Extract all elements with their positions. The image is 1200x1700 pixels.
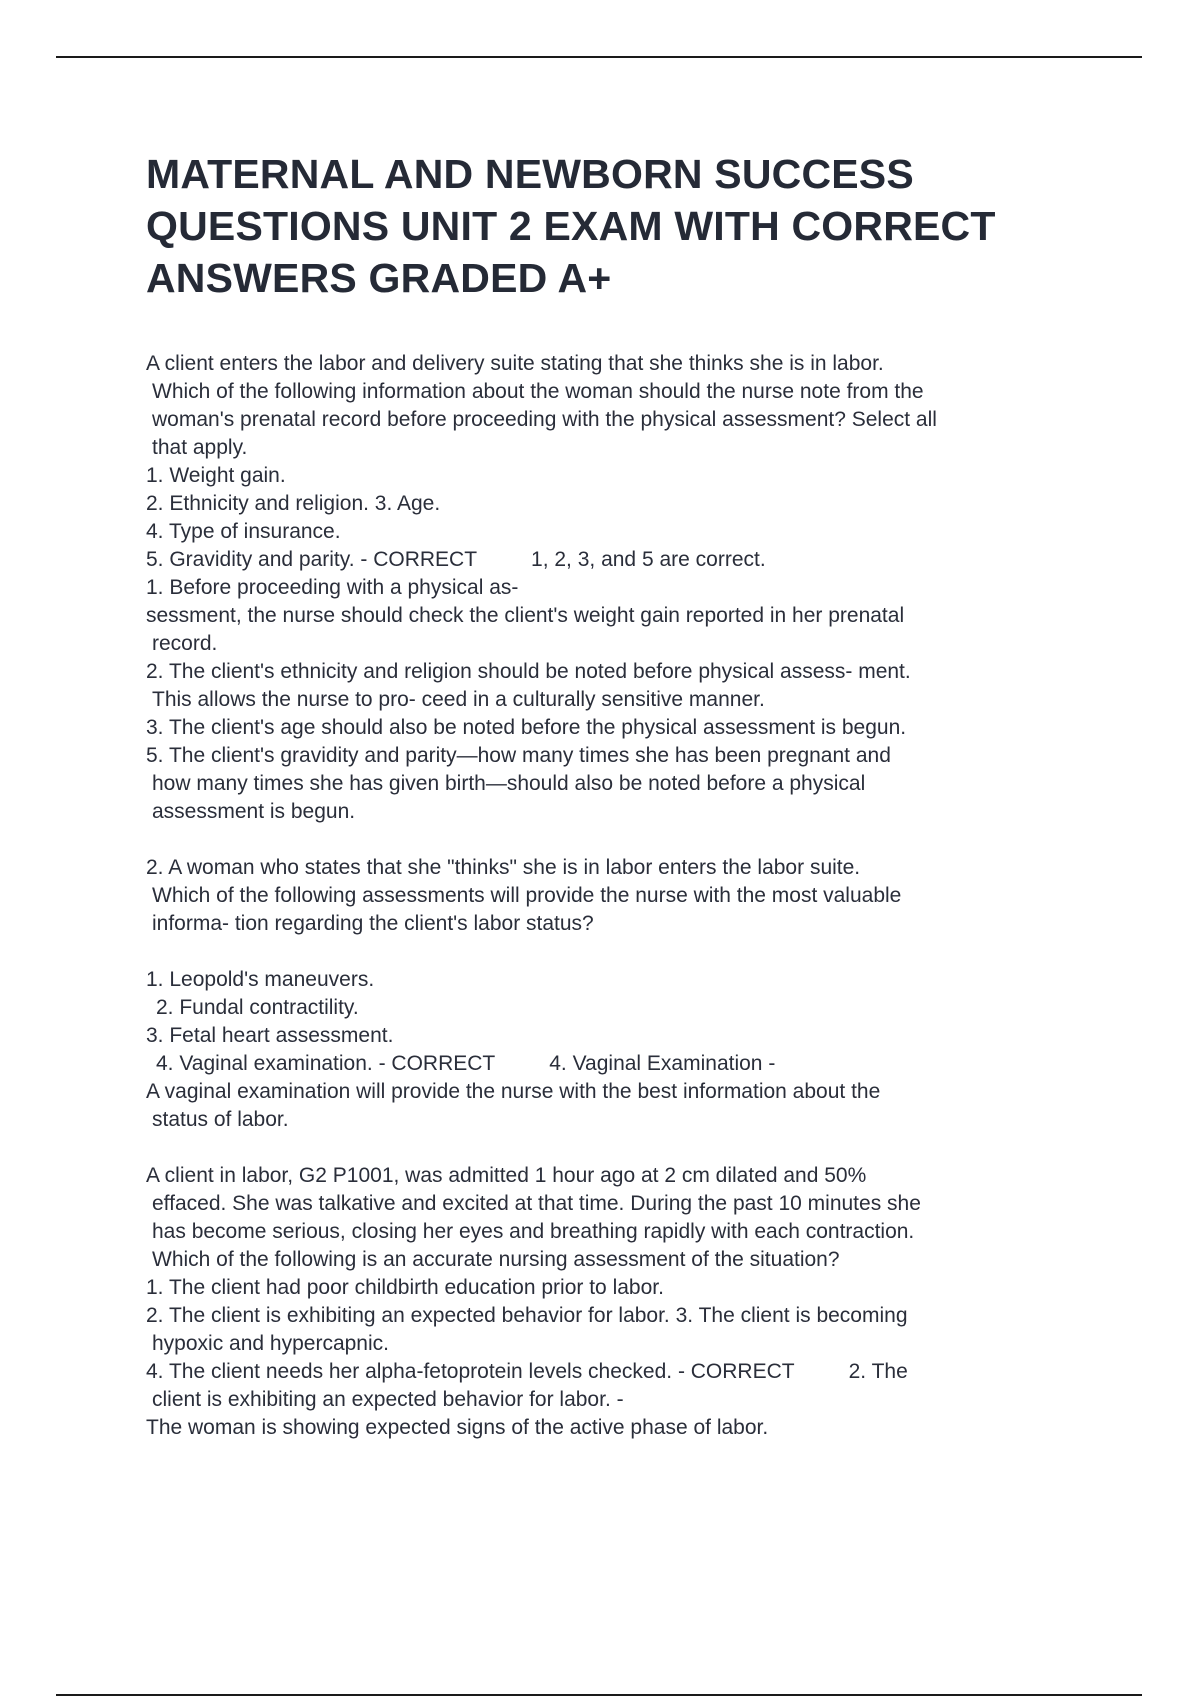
question-stem-line: Which of the following is an accurate nursing assessment of the situation? [152, 1248, 840, 1271]
top-rule [56, 56, 1142, 58]
rationale-line: status of labor. [152, 1108, 289, 1131]
correct-answer-line [146, 1358, 1086, 1386]
title-line: QUESTIONS UNIT 2 EXAM WITH CORRECT [146, 203, 996, 249]
answer-option: 2. Ethnicity and religion. 3. Age. [146, 492, 441, 515]
document-title [146, 148, 1106, 304]
answer-key: 2. The [848, 1360, 908, 1383]
rationale-line: 1. Before proceeding with a physical as- [146, 576, 519, 599]
correct-answer-line [146, 1050, 1086, 1078]
answer-option: 1. The client had poor childbirth education prior to labor. [146, 1276, 664, 1299]
question-stem-line: woman's prenatal record before proceeding with the physical assessment? Select all [152, 408, 937, 431]
rationale-line: record. [152, 632, 218, 655]
question-stem-line: has become serious, closing her eyes and breathing rapidly with each contraction. [152, 1220, 915, 1243]
answer-option: 5. Gravidity and parity. - CORRECT [146, 548, 478, 571]
rationale-line: A vaginal examination will provide the nurse with the best information about the [146, 1080, 881, 1103]
question-stem-line: that apply. [152, 436, 248, 459]
question-2 [146, 854, 1086, 1134]
answer-option: 4. The client needs her alpha-fetoprotein levels checked. - CORRECT [146, 1360, 795, 1383]
question-stem-line: A client enters the labor and delivery suite stating that she thinks she is in labor. [146, 352, 884, 375]
rationale-line: 3. The client's age should also be noted before the physical assessment is begun. [146, 716, 907, 739]
rationale-line: 2. The client's ethnicity and religion should be noted before physical assess- ment. [146, 660, 911, 683]
spacer [146, 938, 1086, 966]
answer-key: 4. Vaginal Examination - [549, 1052, 776, 1075]
answer-option: 1. Weight gain. [146, 464, 286, 487]
answer-option: 2. The client is exhibiting an expected behavior for labor. 3. The client is becoming [146, 1304, 908, 1327]
rationale-line: This allows the nurse to pro- ceed in a culturally sensitive manner. [152, 688, 765, 711]
document-body [146, 350, 1086, 1442]
rationale-line: sessment, the nurse should check the client's weight gain reported in her prenatal [146, 604, 905, 627]
question-3 [146, 1162, 1086, 1442]
answer-option: 3. Fetal heart assessment. [146, 1024, 394, 1047]
answer-option: 4. Type of insurance. [146, 520, 341, 543]
answer-option: 1. Leopold's maneuvers. [146, 968, 375, 991]
bottom-rule [56, 1694, 1142, 1696]
question-stem-line: Which of the following information about the woman should the nurse note from the [152, 380, 924, 403]
question-1 [146, 350, 1086, 826]
question-stem-line: effaced. She was talkative and excited at that time. During the past 10 minutes she [152, 1192, 921, 1215]
title-line: ANSWERS GRADED A+ [146, 255, 612, 301]
spacer [146, 826, 1086, 854]
question-stem-line: informa- tion regarding the client's labor status? [152, 912, 594, 935]
answer-option: 2. Fundal contractility. [156, 996, 359, 1019]
question-stem-line: Which of the following assessments will provide the nurse with the most valuable [152, 884, 902, 907]
title-line: MATERNAL AND NEWBORN SUCCESS [146, 151, 914, 197]
rationale-line: 5. The client's gravidity and parity—how many times she has been pregnant and [146, 744, 891, 767]
question-stem-line: A client in labor, G2 P1001, was admitted 1 hour ago at 2 cm dilated and 50% [146, 1164, 867, 1187]
answer-option: 4. Vaginal examination. - CORRECT [156, 1052, 496, 1075]
spacer [146, 1134, 1086, 1162]
question-stem-line: 2. A woman who states that she "thinks" she is in labor enters the labor suite. [146, 856, 861, 879]
answer-option: hypoxic and hypercapnic. [152, 1332, 389, 1355]
rationale-line: The woman is showing expected signs of the active phase of labor. [146, 1416, 769, 1439]
correct-answer-line [146, 546, 1086, 574]
answer-key: 1, 2, 3, and 5 are correct. [531, 548, 766, 571]
rationale-line: assessment is begun. [152, 800, 356, 823]
rationale-line: how many times she has given birth—should also be noted before a physical [152, 772, 866, 795]
rationale-line: client is exhibiting an expected behavior for labor. - [152, 1388, 624, 1411]
